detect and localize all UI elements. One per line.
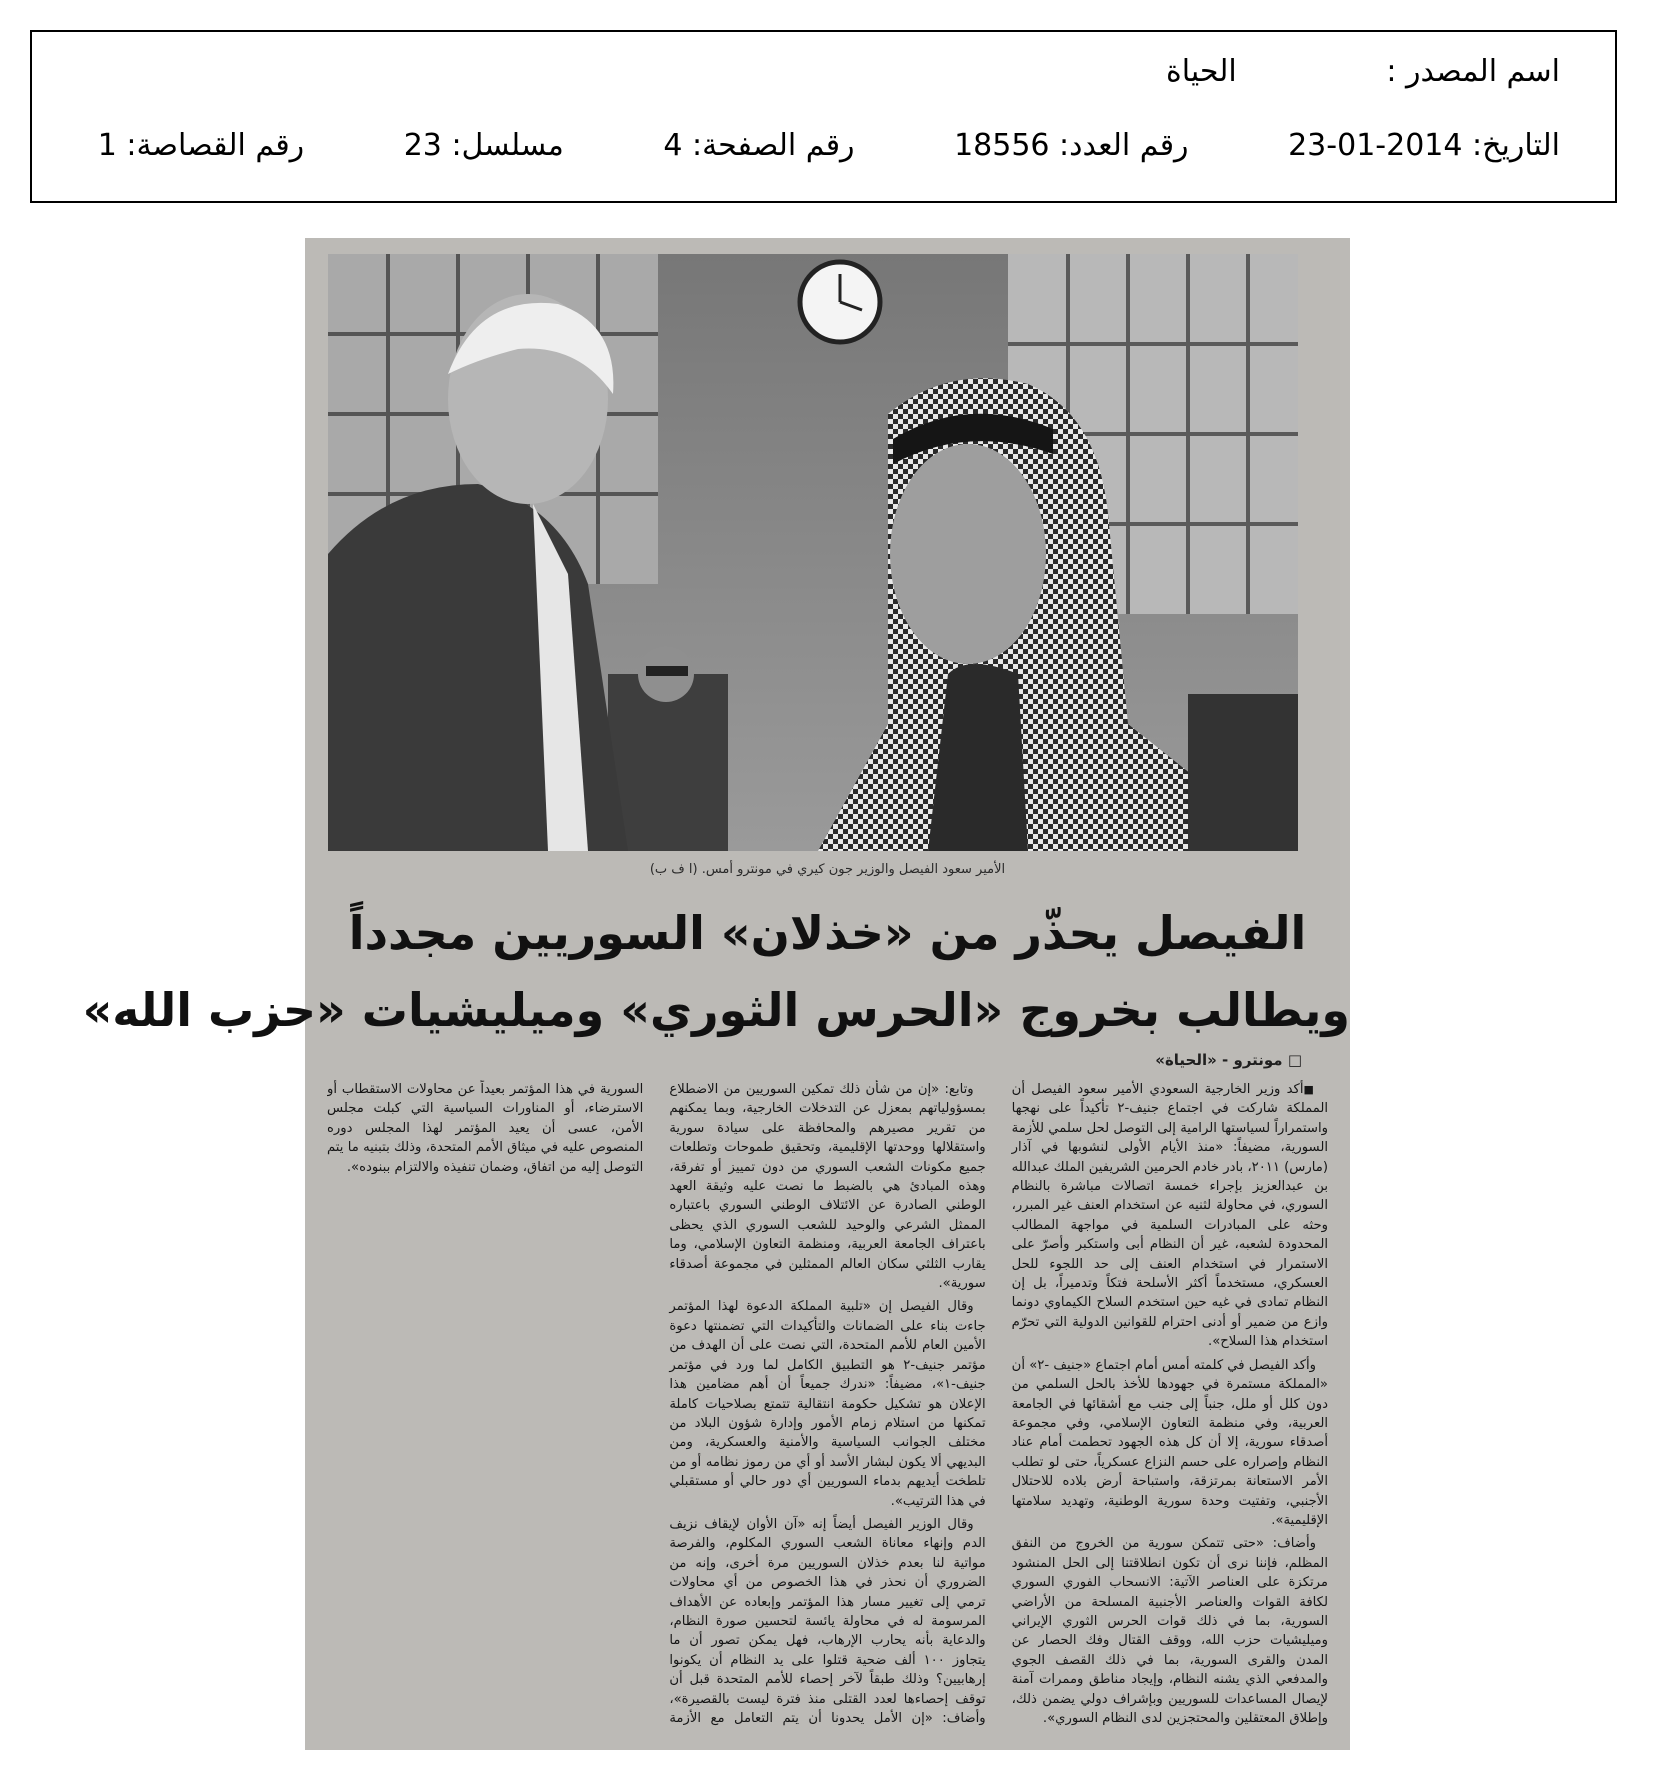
headline-line-1: الفيصل يحذّر من «خذلان» السوريين مجدداً bbox=[348, 906, 1307, 960]
article-paragraph: ■ أكد وزير الخارجية السعودي الأمير سعود الفيصل أن المملكة شاركت في اجتماع جنيف-٢ تأكيداً على نهجها واستمراراً لسياستها الرامية إلى التوصل لحل سلمي للأزمة السورية، مضيفاً: «منذ الأيام الأولى لنشوبها في آذار (مارس) ٢٠١١، بادر خادم الحرمين الشريفين الملك عبدالله بن عبدالعزيز بإجراء خمسة اتصالات مباشرة بالنظام السوري، في محاولة لثنيه عن استخدام العنف غير المبرر، وحثه على المبادرات السلمية في مواجهة المطالب المحدودة لشعبه، غير أن النظام أبى واستكبر وأصرّ على الاستمرار في استخدام العنف إلى حد اللجوء للحل العسكري، مستخدماً أكثر الأسلحة فتكاً وتدميراً، بل إن النظام تمادى في غيه حين استخدم السلاح الكيماوي دونما وازع من ضمير أو أدنى احترام للقوانين الدولية التي تحرّم استخدام هذا السلاح». bbox=[1012, 1080, 1328, 1352]
serial-field: مسلسل: 23 bbox=[403, 128, 564, 163]
headline-line-2: ويطالب بخروج «الحرس الثوري» وميليشيات «حزب الله» bbox=[82, 983, 1350, 1037]
photo-illustration bbox=[328, 254, 1298, 851]
clip-number-field: رقم القصاصة: 1 bbox=[97, 128, 305, 163]
source-name: الحياة bbox=[1166, 54, 1237, 89]
source-label: اسم المصدر : bbox=[1386, 54, 1560, 89]
newspaper-clipping bbox=[82, 238, 1350, 1750]
metadata-row-details bbox=[87, 128, 1560, 163]
article-paragraph: وتابع: «إن من شأن ذلك تمكين السوريين من الاضطلاع بمسؤولياتهم بمعزل عن التدخلات الخارجية، وبما يمكنهم من تقرير مصيرهم والمحافظة على سيادة سورية واستقلالها ووحدتها الإقليمية، وتحقيق طموحات وتطلعات جميع مكونات الشعب السوري من دون تمييز أو تفرقة، وهذه المبادئ هي بالضبط ما نصت عليه وثيقة العهد الوطني الصادرة عن الائتلاف الوطني السوري باعتباره الممثل الشرعي والوحيد للشعب السوري الذي يحظى باعتراف الجامعة العربية، ومنظمة التعاون الإسلامي، وما يقارب الثلثي سكان العالم الممثلين في مجموعة أصدقاء سورية». bbox=[669, 1082, 986, 1292]
article-paragraph: وقال الوزير الفيصل أيضاً إنه «آن الأوان لإيقاف نزيف الدم وإنهاء معاناة الشعب السوري المكلوم، والفرصة مواتية لنا بعدم خذلان السوريين مرة أخرى، وإنه من الضروري أن نحذر في هذا الخصوص من أي محاولات ترمي إلى تغيير مسار هذا المؤتمر وإبعاده عن الأهداف المرسومة له في محاولة يائسة لتحسين صورة النظام، والدعاية بأنه يحارب الإرهاب، فهل يمكن تصور أن ما يتجاوز ١٠٠ ألف ضحية قتلوا على يد النظام أن يكونوا إرهابيين؟ وذلك طبقاً لآخر إحصاء للأمم المتحدة قبل أن توقف إحصاءها لعدد القتلى منذ فترة ليست بالقصيرة»، وأضاف: «إن الأمل يحدونا أن يتم التعامل مع الأزمة السورية في هذا المؤتمر بعيداً عن محاولات الاستقطاب أو الاسترضاء، أو المناورات السياسية التي كبلت مجلس الأمن، عسى أن يعيد المؤتمر لهذا المجلس دوره المنصوص عليه في ميثاق الأمم المتحدة، وذلك بتبنيه ما يتم التوصل إليه من اتفاق، وضمان تنفيذه والالتزام ببنوده». bbox=[327, 1082, 986, 1726]
article-photo bbox=[328, 254, 1298, 851]
issue-number-field: رقم العدد: 18556 bbox=[954, 128, 1189, 163]
article-body bbox=[327, 1080, 1328, 1730]
article-paragraph: وأضاف: «حتى تتمكن سورية من الخروج من النفق المظلم، فإننا نرى أن تكون انطلاقتنا إلى الحل المنشود مرتكزة على العناصر الآتية: الانسحاب الفوري السوري لكافة القوات والعناصر الأجنبية المسلحة من الأراضي السورية، بما في ذلك قوات الحرس الثوري الإيراني وميليشيات حزب الله، ووقف القتال وفك الحصار عن المدن والقرى السورية، بما في ذلك القصف الجوي والمدفعي الذي يشنه النظام، وإيجاد مناطق وممرات آمنة لإيصال المساعدات للسوريين وبإشراف دولي يضمن ذلك، وإطلاق المعتقلين والمحتجزين لدى النظام السوري». bbox=[1011, 1536, 1328, 1726]
page-number-field: رقم الصفحة: 4 bbox=[663, 128, 855, 163]
article-paragraph: وقال الفيصل إن «تلبية المملكة الدعوة لهذا المؤتمر جاءت بناء على الضمانات والتأكيدات التي تضمنتها دعوة الأمين العام للأمم المتحدة، التي نصت على أن الهدف من مؤتمر جنيف-٢ هو التطبيق الكامل لما ورد في مؤتمر جنيف-١»، مضيفاً: «ندرك جميعاً أن أهم مضامين هذا الإعلان هو تشكيل حكومة انتقالية تتمتع بصلاحيات كاملة تمكنها من استلام زمام الأمور وإدارة شؤون البلاد من مختلف الجوانب السياسية والأمنية والعسكرية، ومن البديهي ألا يكون لبشار الأسد أو أي من رموز نظامه أو من تلطخت أيديهم بدماء السوريين أي دور حالي أو مستقبلي في هذا الترتيب». bbox=[669, 1299, 986, 1509]
clipping-metadata-box bbox=[30, 30, 1617, 203]
metadata-row-source bbox=[87, 54, 1560, 89]
article-byline: □ مونترو - «الحياة» bbox=[1155, 1051, 1302, 1069]
article-paragraph: وأكد الفيصل في كلمته أمس أمام اجتماع «جنيف -٢» أن «المملكة مستمرة في جهودها للأخذ بالحل السلمي من دون كلل أو ملل، جنباً إلى جنب مع أشقائها في الجامعة العربية، وفي منظمة التعاون الإسلامي، وفي مجموعة أصدقاء سورية، إلا أن كل هذه الجهود تحطمت أمام عناد النظام وإصراره على حسم النزاع عسكرياً، حتى لو تطلب الأمر الاستعانة بمرتزقة، واستباحة أرض بلاده للاحتلال الأجنبي، وتفتيت وحدة سورية الوطنية، وتهديد سلامتها الإقليمية». bbox=[1011, 1357, 1328, 1528]
photo-caption: الأمير سعود الفيصل والوزير جون كيري في مونترو أمس. (ا ف ب) bbox=[649, 862, 1006, 877]
date-field: التاريخ: 2014-01-23 bbox=[1288, 128, 1560, 163]
